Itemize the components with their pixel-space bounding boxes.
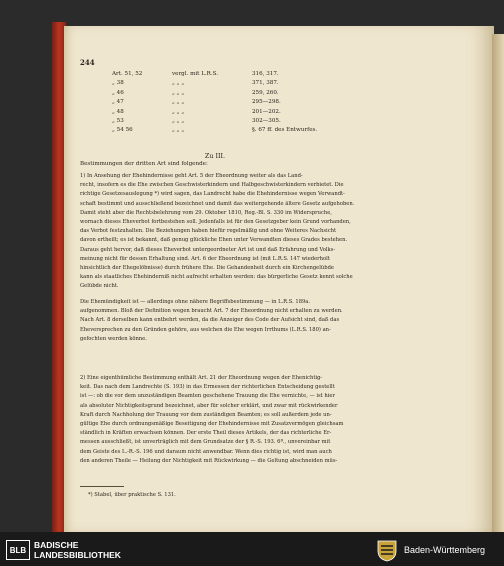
reference-row — [112, 126, 317, 135]
reference-list — [112, 70, 317, 136]
text-line: wornach dieses Eheverbot fortbestehen soll. Jedenfalls ist für den Gesetzgeber kein Grund vorhanden, — [80, 219, 351, 226]
ref-compare: „ „ „ — [172, 127, 185, 134]
text-line: gültige Ehe durch ordnungsmäßige Beseitigung der Ehehindernisse mit Zusatzvermögen gleichsam — [80, 421, 344, 428]
reference-row — [112, 70, 317, 79]
text-line: Kraft durch Nachholung der Trauung vor dem zuständigen Beamten; es soll außerdem jede un- — [80, 411, 332, 418]
text-line: schaft bestimmt und ausschließend bezeichnet und damit das weitergehende ältere Gesetz aufgehoben. — [80, 200, 355, 207]
ref-pages: 371, 387. — [252, 80, 279, 87]
ref-article: „ 53 — [112, 118, 124, 125]
text-line: Gelübde nicht. — [80, 283, 119, 290]
text-line: dem Geiste des L.-R.-S. 196 und daraum nicht anwendbar. Wenn dies richtig ist, wird man auch — [80, 448, 332, 455]
text-line: das Verbot festzuhalten. Die Beziehungen haben hiefür regelmäßig und ohne Weiteres Nachsicht — [80, 228, 337, 235]
text-line: recht, insofern es die Ehe zwischen Geschwisterkindern und Halbgeschwisterkindern verbietet. Die — [80, 182, 344, 189]
blb-logo[interactable]: BLB — [6, 540, 30, 560]
ref-pages: 259, 260. — [252, 89, 279, 96]
text-line: Die Ehemündigkeit ist — allerdings ohne nähere Begriffsbestimmung — in L.R.S. 189a. — [80, 299, 311, 305]
footnote: *) Stabel, über praktische S. 131. — [88, 492, 176, 498]
ref-article: „ 46 — [112, 89, 124, 96]
section-heading: Zu III. — [204, 152, 226, 160]
text-line: meinung nicht für dessen Erhaltung sind. Art. 6 der Eheordnung ist (mit L.R.S. 147 wiederholt — [80, 255, 330, 262]
reference-row — [112, 98, 317, 107]
text-line: ständlich in Kräften erwachsen können. Der erste Theil dieses Artikels, der das richterliche Er- — [80, 430, 332, 437]
text-line: kann als staatliches Ehehinderniß nicht aufrecht erhalten werden: das bürgerliche Gesetz kennt solche — [80, 274, 353, 281]
text-line: richtige Gesetzesauslegung *) wird sagen, das Landrecht habe die Ehehindernisse wegen Verwandt- — [80, 191, 345, 198]
text-line: aufgenommen. Bloß der Definition wegen braucht Art. 7 der Eheordnung nicht erhalten zu werden. — [80, 308, 343, 315]
ref-article: „ 54 56 — [112, 127, 133, 134]
paragraph-impediments — [80, 172, 475, 290]
text-line: messen ausschließt, ist unverträglich mit dem Grundsatze der § R.-S. 193. 6ª., unvereinbar mit — [80, 439, 331, 446]
ref-compare: „ „ „ — [172, 108, 185, 115]
text-line: keit. Das nach dem Landrechte (S. 193) in das Ermessen der richterlichen Entscheidung gestellt — [80, 384, 335, 391]
ref-compare: „ „ „ — [172, 118, 185, 125]
paragraph-marriage-age — [80, 298, 475, 362]
ref-article: „ 48 — [112, 108, 124, 115]
paragraph-nullity — [80, 374, 475, 484]
text-line: den anderen Theile — Heilung der Nichtigkeit mit Rückwirkung — die Geltung abschneiden müs- — [80, 457, 338, 464]
text-line: Damit steht aber die Rechtsbelehrung vom 29. Oktober 1810, Reg.-Bl. S. 330 im Widerspruche, — [80, 209, 332, 216]
ref-compare: „ „ „ — [172, 80, 185, 87]
state-name[interactable]: Baden-Württemberg — [404, 545, 486, 555]
ref-pages: 302—305. — [252, 118, 281, 125]
ref-compare: „ „ „ — [172, 89, 185, 96]
text-line: 1) In Ansehung der Ehehindernisse geht Art. 5 der Eheordnung weiter als das Land- — [80, 173, 303, 179]
ref-pages: §. 67 ff. des Entwurfes. — [252, 127, 318, 134]
text-line: als absoluter Nichtigkeitsgrund bezeichnet, aber für solcher erklärt, und zwar mit rückwirkender — [80, 402, 338, 409]
text-line: Eheversprechen zu den Gründen gehöre, aus welchen die Ehe wegen Irrthums (L.R.S. 180) an- — [80, 326, 331, 333]
text-line: hinsichtlich der Ehegelöbnisse) durch frühere Ehe. Die Gehandenheit durch ein Kirchengelübde — [80, 265, 334, 272]
reference-row — [112, 117, 317, 126]
footnote-rule — [80, 486, 124, 487]
ref-compare: „ „ „ — [172, 99, 185, 106]
ref-article: Art. 51, 52 — [112, 71, 143, 77]
intro-line: Bestimmungen der dritten Art sind folgende: — [80, 161, 208, 167]
ref-pages: 201—202. — [252, 108, 281, 115]
ref-article: „ 38 — [112, 80, 124, 87]
reference-row — [112, 108, 317, 117]
ref-pages: 295—298. — [252, 99, 281, 106]
text-line: Daraus geht hervor, daß dieses Eheverbot untergeordneter Art ist und daß Erfahrung und Volks- — [80, 246, 336, 253]
text-line: Nach Art. 8 derselben kann entbehrt werden, da die Anzeiger des Code der Aufsicht sind, daß das — [80, 317, 340, 324]
text-line: 2) Eine eigenthümliche Bestimmung enthält Art. 21 der Eheordnung wegen der Ehenichtig- — [80, 375, 323, 381]
text-line: davon ertheilt; es ist bekannt, daß genug glückliche Ehen unter Verwandten dieses Grades bestehen. — [80, 237, 348, 244]
text-line: ist —: ob die vor dem unzuständigen Beamten geschehene Trauung die Ehe vernichte, — ist hier — [80, 393, 335, 400]
next-page-edge — [492, 34, 504, 532]
reference-row — [112, 89, 317, 98]
library-name-line2: LANDESBIBLIOTHEK — [34, 550, 121, 560]
page-number: 244 — [80, 58, 95, 67]
reference-row — [112, 79, 317, 88]
library-name-line1: BADISCHE — [34, 540, 79, 550]
coat-of-arms-icon — [376, 538, 398, 562]
text-line: gefochten werden könne. — [80, 335, 147, 342]
ref-pages: 316, 317. — [252, 71, 279, 77]
ref-article: „ 47 — [112, 99, 124, 106]
ref-compare: vergl. mit L.R.S. — [172, 71, 219, 77]
library-name[interactable] — [34, 540, 121, 560]
